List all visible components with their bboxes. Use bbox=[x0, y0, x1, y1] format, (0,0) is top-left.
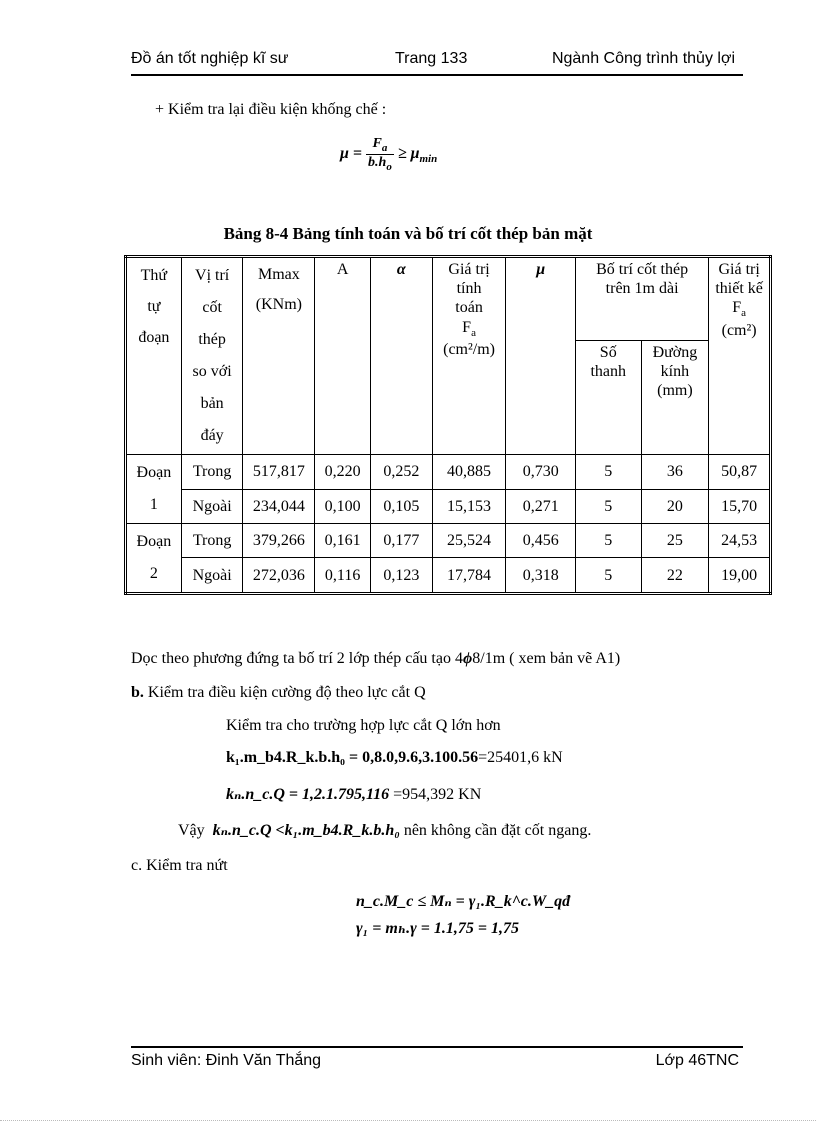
formula-mu-lhs: μ = bbox=[340, 144, 363, 162]
col-header-mmax: Mmax (KNm) bbox=[243, 257, 315, 455]
cell-mu: 0,318 bbox=[506, 558, 576, 594]
cell-fa-tk: 19,00 bbox=[709, 558, 771, 594]
table-row bbox=[126, 455, 771, 490]
table-title: Bảng 8-4 Bảng tính toán và bố trí cốt thép bản mặt bbox=[223, 224, 593, 243]
table-row bbox=[126, 558, 771, 594]
cell-alpha: 0,123 bbox=[371, 558, 433, 594]
cell-vi-tri: Ngoài bbox=[181, 558, 243, 594]
cell-fa-tk: 50,87 bbox=[709, 455, 771, 490]
equation-4: γ₁ = mₕ.γ = 1.1,75 = 1,75 bbox=[356, 920, 520, 937]
cell-mu: 0,271 bbox=[506, 489, 576, 524]
footer-right: Lớp 46TNC bbox=[655, 1052, 739, 1069]
text-kiem-tra-q: Kiểm tra cho trường hợp lực cắt Q lớn hơn bbox=[226, 717, 501, 734]
header-page-number: Trang 133 bbox=[395, 50, 468, 67]
cell-mmax: 234,044 bbox=[243, 489, 315, 524]
cell-mu: 0,730 bbox=[506, 455, 576, 490]
cell-a: 0,100 bbox=[315, 489, 371, 524]
col-header-gia-tri-tinh-toan: Giá trị tính toán $F_a$ (cm²/m) bbox=[432, 257, 506, 455]
page-header bbox=[131, 50, 743, 74]
header-rule bbox=[131, 74, 743, 76]
col-header-thu-tu: Thứ tự đoạn bbox=[126, 257, 182, 455]
group-label-1: Đoạn 1 bbox=[126, 455, 182, 524]
cell-alpha: 0,105 bbox=[371, 489, 433, 524]
formula-mu-den: b.h bbox=[368, 154, 387, 170]
cell-fa: 40,885 bbox=[432, 455, 506, 490]
footer-left: Sinh viên: Đinh Văn Thắng bbox=[131, 1052, 322, 1069]
table-row bbox=[126, 524, 771, 558]
cell-duong-kinh: 25 bbox=[641, 524, 709, 558]
cell-so-thanh: 5 bbox=[575, 558, 641, 594]
formula-mu bbox=[340, 136, 437, 173]
cell-mmax: 379,266 bbox=[243, 524, 315, 558]
cell-duong-kinh: 22 bbox=[641, 558, 709, 594]
reinforcement-table bbox=[124, 255, 772, 595]
table-row bbox=[126, 489, 771, 524]
cell-so-thanh: 5 bbox=[575, 489, 641, 524]
equation-1: k₁.m_b4.R_k.b.h₀ = 0,8.0,9.6,3.100.56=25401,6 kN bbox=[226, 749, 563, 766]
header-left: Đồ án tốt nghiệp kĩ sư bbox=[131, 50, 289, 67]
col-header-vi-tri: Vị trí cốt thép so với bản đáy bbox=[181, 257, 243, 455]
cell-fa: 25,524 bbox=[432, 524, 506, 558]
cell-mmax: 517,817 bbox=[243, 455, 315, 490]
col-header-alpha: α bbox=[371, 257, 433, 455]
cell-fa-tk: 24,53 bbox=[709, 524, 771, 558]
cell-fa: 15,153 bbox=[432, 489, 506, 524]
intro-text: + Kiểm tra lại điều kiện khống chế : bbox=[155, 101, 387, 118]
cell-a: 0,161 bbox=[315, 524, 371, 558]
formula-mu-num-sub: a bbox=[381, 141, 388, 154]
phi-symbol: ϕ bbox=[462, 650, 473, 667]
page-bottom-divider bbox=[0, 1120, 816, 1121]
col-header-a: A bbox=[315, 257, 371, 455]
cell-fa: 17,784 bbox=[432, 558, 506, 594]
cell-duong-kinh: 20 bbox=[641, 489, 709, 524]
cell-duong-kinh: 36 bbox=[641, 455, 709, 490]
table-header-row-1 bbox=[126, 257, 771, 341]
cell-so-thanh: 5 bbox=[575, 455, 641, 490]
heading-c: c. Kiểm tra nứt bbox=[131, 857, 228, 874]
cell-a: 0,220 bbox=[315, 455, 371, 490]
formula-mu-rhs-sub: min bbox=[419, 153, 438, 166]
formula-mu-den-sub: o bbox=[386, 160, 392, 173]
conclusion-line: Vậy kₙ.n_c.Q <k₁.m_b4.R_k.b.h₀ nên không cần đặt cốt ngang. bbox=[178, 822, 592, 839]
col-header-mu: μ bbox=[506, 257, 576, 455]
group-label-2: Đoạn 2 bbox=[126, 524, 182, 594]
footer-rule bbox=[131, 1046, 743, 1048]
col-header-gia-tri-thiet-ke: Giá trị thiết kế $F_a$ (cm²) bbox=[709, 257, 771, 455]
formula-mu-num: F bbox=[372, 136, 382, 151]
paragraph-doc-theo: Dọc theo phương đứng ta bố trí 2 lớp thép cấu tạo 4ϕ8/1m ( xem bản vẽ A1) bbox=[131, 650, 621, 667]
cell-alpha: 0,252 bbox=[371, 455, 433, 490]
cell-vi-tri: Ngoài bbox=[181, 489, 243, 524]
cell-vi-tri: Trong bbox=[181, 524, 243, 558]
equation-3: n_c.M_c ≤ Mₙ = γ₁.R_k^c.W_qđ bbox=[356, 893, 571, 910]
heading-b: b. Kiểm tra điều kiện cường độ theo lực cắt Q bbox=[131, 684, 426, 701]
header-right: Ngành Công trình thủy lợi bbox=[551, 50, 735, 67]
col-header-so-thanh: Số thanh bbox=[575, 340, 641, 454]
cell-a: 0,116 bbox=[315, 558, 371, 594]
formula-mu-fraction bbox=[366, 136, 394, 173]
formula-mu-rhs: ≥ μ bbox=[397, 144, 420, 162]
cell-mmax: 272,036 bbox=[243, 558, 315, 594]
cell-vi-tri: Trong bbox=[181, 455, 243, 490]
cell-mu: 0,456 bbox=[506, 524, 576, 558]
cell-so-thanh: 5 bbox=[575, 524, 641, 558]
col-header-bo-tri: Bố trí cốt thép trên 1m dài bbox=[575, 257, 708, 341]
equation-2: kₙ.n_c.Q = 1,2.1.795,116 =954,392 KN bbox=[226, 786, 482, 803]
col-header-duong-kinh: Đường kính (mm) bbox=[641, 340, 709, 454]
cell-alpha: 0,177 bbox=[371, 524, 433, 558]
cell-fa-tk: 15,70 bbox=[709, 489, 771, 524]
